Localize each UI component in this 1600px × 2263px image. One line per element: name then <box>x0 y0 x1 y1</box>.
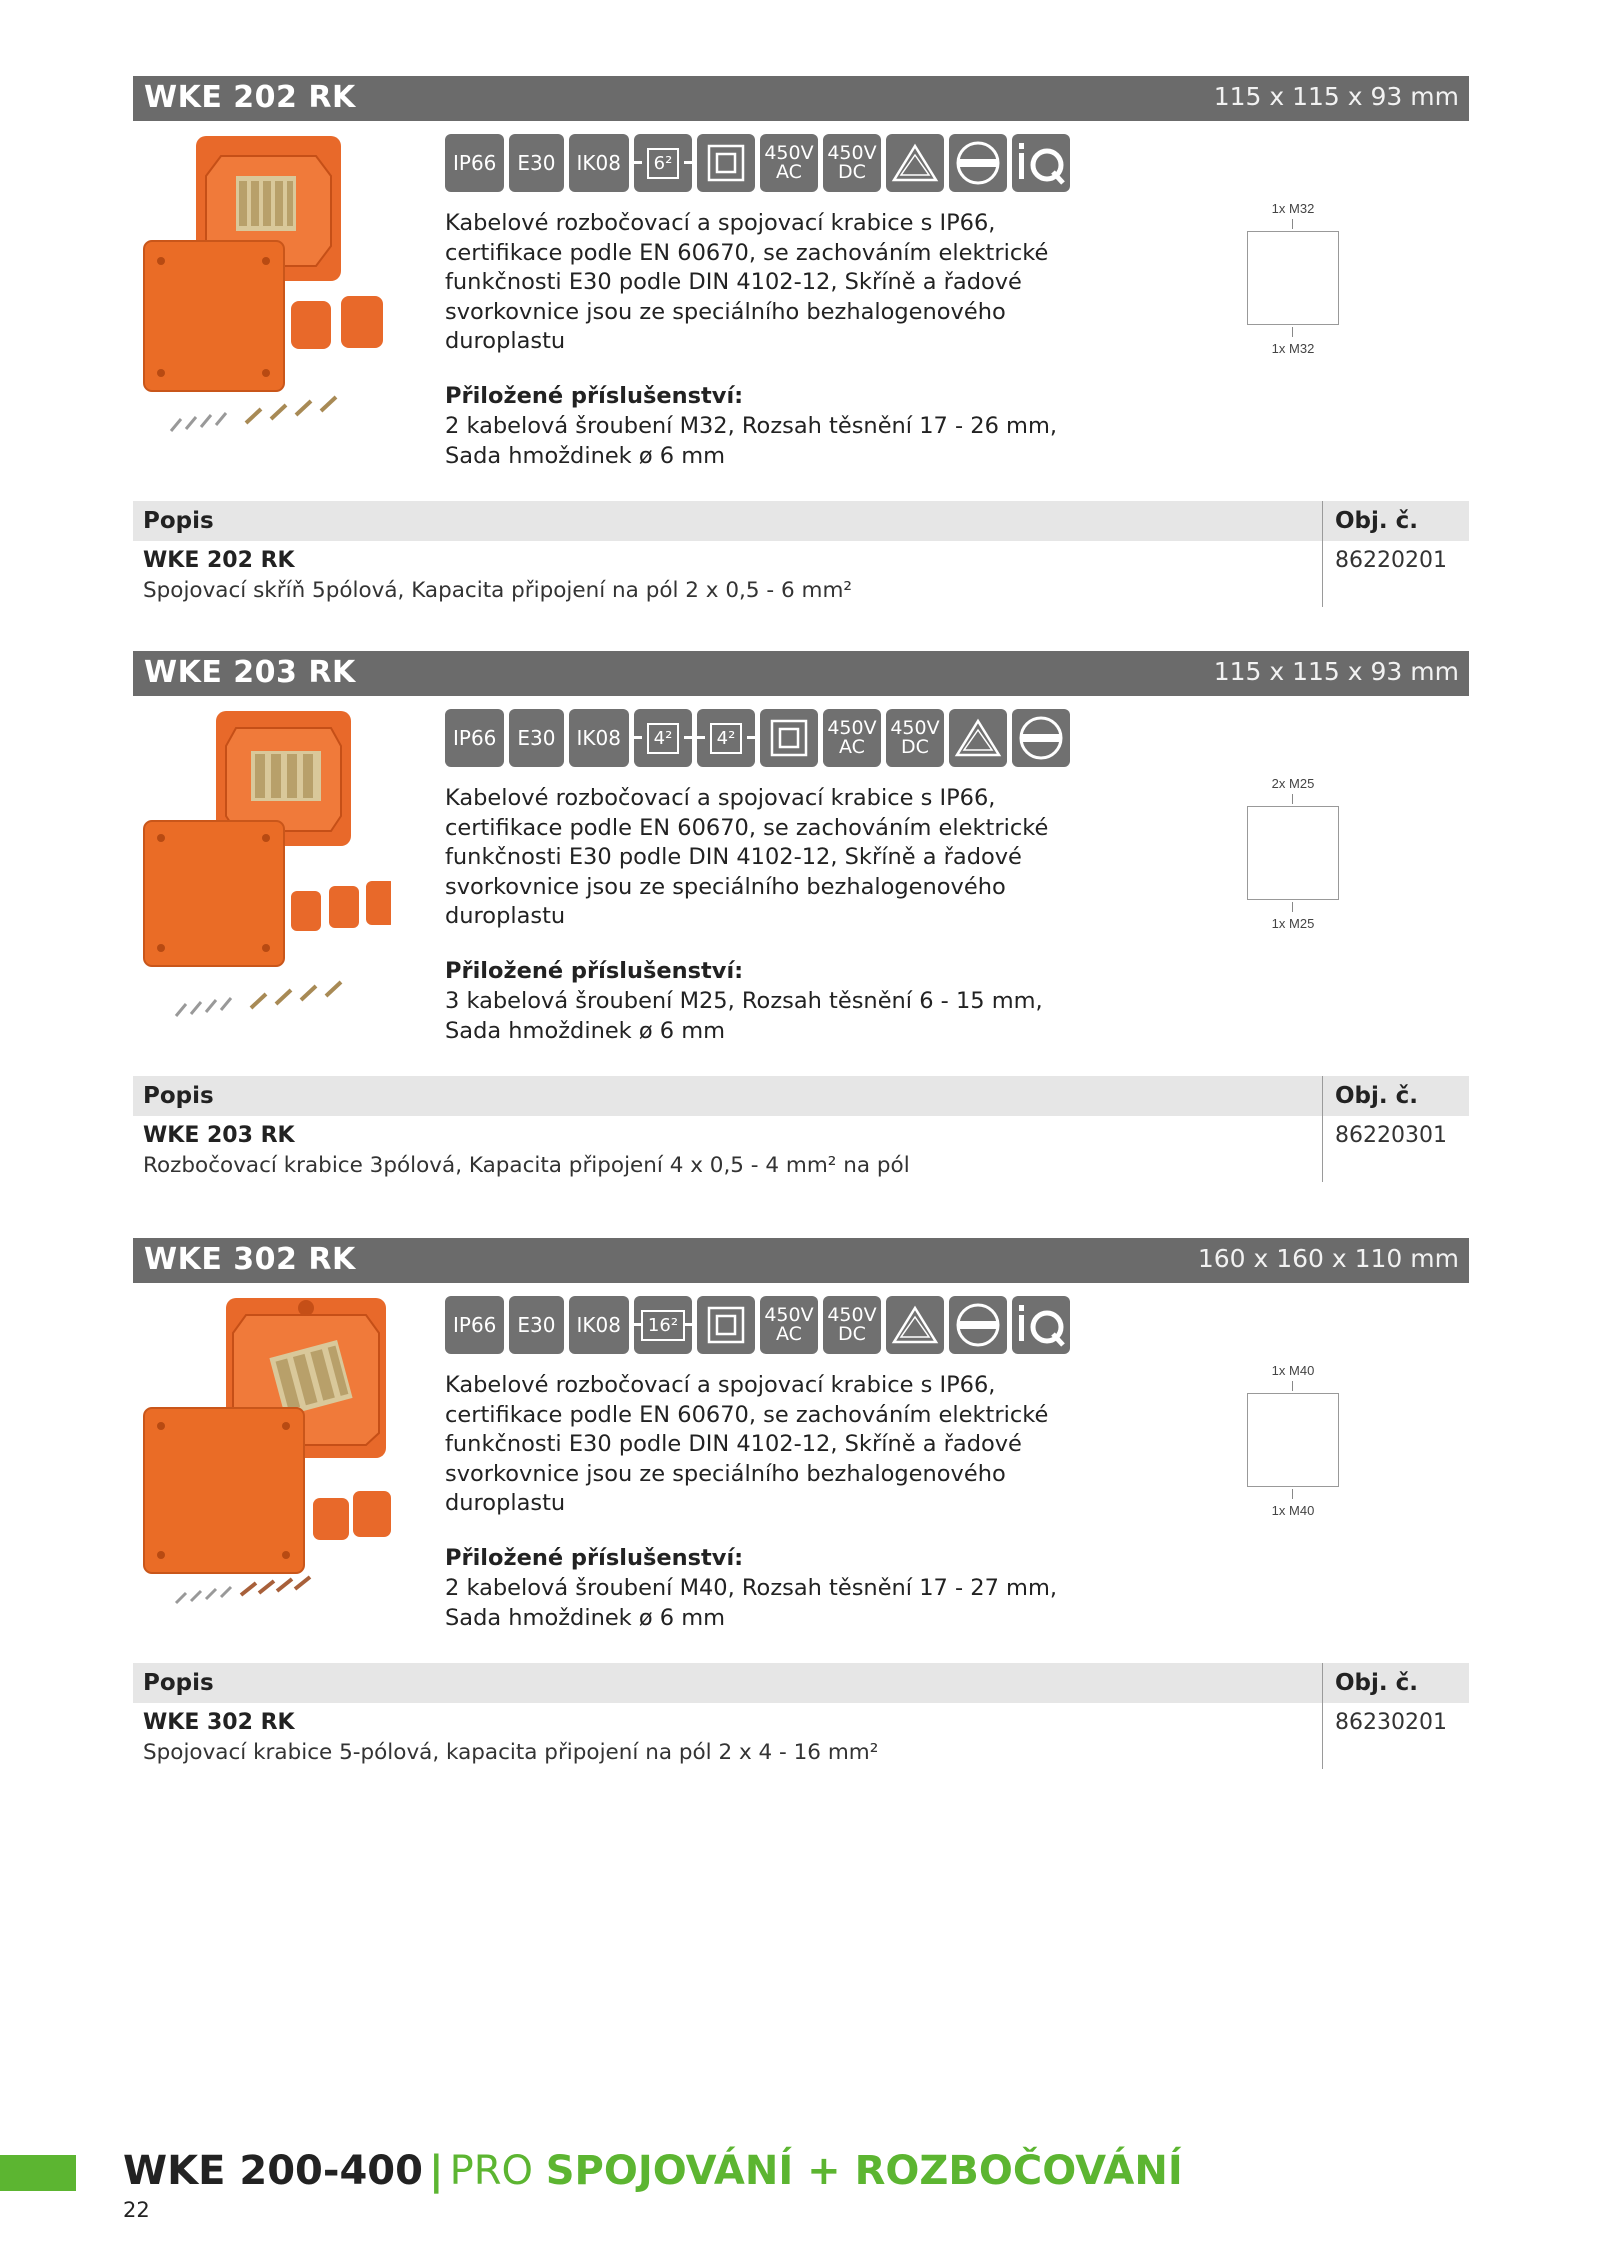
drawing-label-bottom: 1x M40 <box>1271 1503 1315 1518</box>
product-photo <box>141 706 391 1026</box>
footer-separator: | <box>428 2148 444 2194</box>
header-order-number: Obj. č. <box>1335 1083 1419 1109</box>
entry-drawing <box>1233 201 1353 361</box>
drawing-tick <box>1292 327 1293 337</box>
badge-voltage-ac: 450V AC <box>760 1296 818 1354</box>
iq-icon <box>1012 1296 1070 1354</box>
accessories-line: Sada hmoždinek ø 6 mm <box>445 1604 726 1631</box>
badge-terminal-size <box>697 709 755 767</box>
product-description: Kabelové rozbočovací a spojovací krabice s IP66, certifikace podle EN 60670, se zachováním elektrické funkčnosti E30 podle DIN 4102-12, Skříně a řadové svorkovnice jsou ze speciálního bezhalogenového duroplastu <box>445 210 1049 354</box>
product-dimensions: 115 x 115 x 93 mm <box>1213 657 1459 686</box>
order-table <box>133 1663 1469 1769</box>
badge-voltage-dc: 450V DC <box>886 709 944 767</box>
badge-ik08: IK08 <box>569 134 629 192</box>
double-insulation-icon <box>760 709 818 767</box>
row-order-number: 86230201 <box>1335 1710 1447 1735</box>
row-product-description: Rozbočovací krabice 3pólová, Kapacita připojení 4 x 0,5 - 4 mm² na pól <box>143 1153 910 1178</box>
product-title-bar <box>133 1238 1469 1283</box>
badge-terminal-size <box>634 709 692 767</box>
product-description: Kabelové rozbočovací a spojovací krabice s IP66, certifikace podle EN 60670, se zachováním elektrické funkčnosti E30 podle DIN 4102-12, Skříně a řadové svorkovnice jsou ze speciálního bezhalogenového duroplastu <box>445 1372 1049 1516</box>
badge-e30: E30 <box>509 134 563 192</box>
footer-accent-bar <box>0 2155 76 2191</box>
accessories-title: Přiložené příslušenství: <box>445 383 744 409</box>
column-divider <box>1322 1663 1323 1769</box>
table-header <box>133 501 1469 541</box>
drawing-tick <box>1292 1381 1293 1391</box>
feature-badges <box>445 1296 1070 1354</box>
header-description: Popis <box>143 1670 214 1696</box>
vde-icon <box>886 1296 944 1354</box>
badge-voltage-ac: 450V AC <box>760 134 818 192</box>
product-title-bar <box>133 76 1469 121</box>
entry-drawing <box>1233 1363 1353 1523</box>
drawing-tick <box>1292 1489 1293 1499</box>
column-divider <box>1322 1076 1323 1182</box>
product-dimensions: 115 x 115 x 93 mm <box>1213 82 1459 111</box>
product-name: WKE 202 RK <box>144 80 356 115</box>
feature-badges <box>445 709 1070 767</box>
table-header <box>133 1663 1469 1703</box>
halogen-free-icon <box>949 134 1007 192</box>
drawing-box <box>1247 231 1339 325</box>
footer-pro: PRO <box>449 2148 533 2194</box>
drawing-tick <box>1292 219 1293 229</box>
drawing-label-bottom: 1x M32 <box>1271 341 1315 356</box>
feature-badges <box>445 134 1070 192</box>
accessories-text <box>445 1574 1085 1633</box>
double-insulation-icon <box>697 1296 755 1354</box>
page-number: 22 <box>123 2198 150 2222</box>
badge-ik08: IK08 <box>569 709 629 767</box>
vde-icon <box>949 709 1007 767</box>
drawing-box <box>1247 1393 1339 1487</box>
header-order-number: Obj. č. <box>1335 508 1419 534</box>
halogen-free-icon <box>949 1296 1007 1354</box>
product-dimensions: 160 x 160 x 110 mm <box>1197 1244 1459 1273</box>
column-divider <box>1322 501 1323 607</box>
drawing-label-top: 2x M25 <box>1271 776 1315 791</box>
accessories-line: 2 kabelová šroubení M32, Rozsah těsnění 17 - 26 mm, <box>445 413 1058 439</box>
product-title-bar <box>133 651 1469 696</box>
terminal-size-label: 16² <box>641 1310 685 1341</box>
header-order-number: Obj. č. <box>1335 1670 1419 1696</box>
accessories-title: Přiložené příslušenství: <box>445 958 744 984</box>
footer-title <box>123 2148 1183 2194</box>
row-order-number: 86220201 <box>1335 548 1447 573</box>
badge-e30: E30 <box>509 1296 563 1354</box>
entry-drawing <box>1233 776 1353 936</box>
badge-voltage-ac: 450V AC <box>823 709 881 767</box>
footer-topic: SPOJOVÁNÍ + ROZBOČOVÁNÍ <box>545 2148 1183 2194</box>
product-photo <box>141 131 391 451</box>
row-product-name: WKE 302 RK <box>143 1710 295 1735</box>
terminal-size-label: 4² <box>647 723 680 754</box>
drawing-box <box>1247 806 1339 900</box>
table-header <box>133 1076 1469 1116</box>
drawing-label-bottom: 1x M25 <box>1271 916 1315 931</box>
accessories-line: 3 kabelová šroubení M25, Rozsah těsnění 6 - 15 mm, <box>445 988 1043 1014</box>
accessories-line: Sada hmoždinek ø 6 mm <box>445 442 726 469</box>
row-product-description: Spojovací krabice 5-pólová, kapacita připojení na pól 2 x 4 - 16 mm² <box>143 1740 879 1765</box>
badge-voltage-dc: 450V DC <box>823 1296 881 1354</box>
terminal-size-label: 4² <box>710 723 743 754</box>
vde-icon <box>886 134 944 192</box>
drawing-tick <box>1292 794 1293 804</box>
drawing-label-top: 1x M32 <box>1271 201 1315 216</box>
header-description: Popis <box>143 1083 214 1109</box>
order-table <box>133 501 1469 607</box>
drawing-label-top: 1x M40 <box>1271 1363 1315 1378</box>
badge-terminal-size <box>634 1296 692 1354</box>
badge-ip66: IP66 <box>445 709 504 767</box>
badge-terminal-size <box>634 134 692 192</box>
product-name: WKE 302 RK <box>144 1242 356 1277</box>
double-insulation-icon <box>697 134 755 192</box>
accessories-text <box>445 412 1085 471</box>
order-table <box>133 1076 1469 1182</box>
row-order-number: 86220301 <box>1335 1123 1447 1148</box>
badge-ik08: IK08 <box>569 1296 629 1354</box>
product-photo <box>141 1293 391 1613</box>
row-product-description: Spojovací skříň 5pólová, Kapacita připojení na pól 2 x 0,5 - 6 mm² <box>143 578 853 603</box>
accessories-line: 2 kabelová šroubení M40, Rozsah těsnění 17 - 27 mm, <box>445 1575 1058 1601</box>
badge-voltage-dc: 450V DC <box>823 134 881 192</box>
iq-icon <box>1012 134 1070 192</box>
halogen-free-icon <box>1012 709 1070 767</box>
accessories-text <box>445 987 1085 1046</box>
drawing-tick <box>1292 902 1293 912</box>
product-description: Kabelové rozbočovací a spojovací krabice s IP66, certifikace podle EN 60670, se zachováním elektrické funkčnosti E30 podle DIN 4102-12, Skříně a řadové svorkovnice jsou ze speciálního bezhalogenového duroplastu <box>445 785 1049 929</box>
badge-e30: E30 <box>509 709 563 767</box>
accessories-title: Přiložené příslušenství: <box>445 1545 744 1571</box>
footer-series: WKE 200-400 <box>123 2148 423 2194</box>
header-description: Popis <box>143 508 214 534</box>
row-product-name: WKE 203 RK <box>143 1123 295 1148</box>
accessories-line: Sada hmoždinek ø 6 mm <box>445 1017 726 1044</box>
row-product-name: WKE 202 RK <box>143 548 295 573</box>
terminal-size-label: 6² <box>647 148 680 179</box>
badge-ip66: IP66 <box>445 1296 504 1354</box>
product-name: WKE 203 RK <box>144 655 356 690</box>
badge-ip66: IP66 <box>445 134 504 192</box>
